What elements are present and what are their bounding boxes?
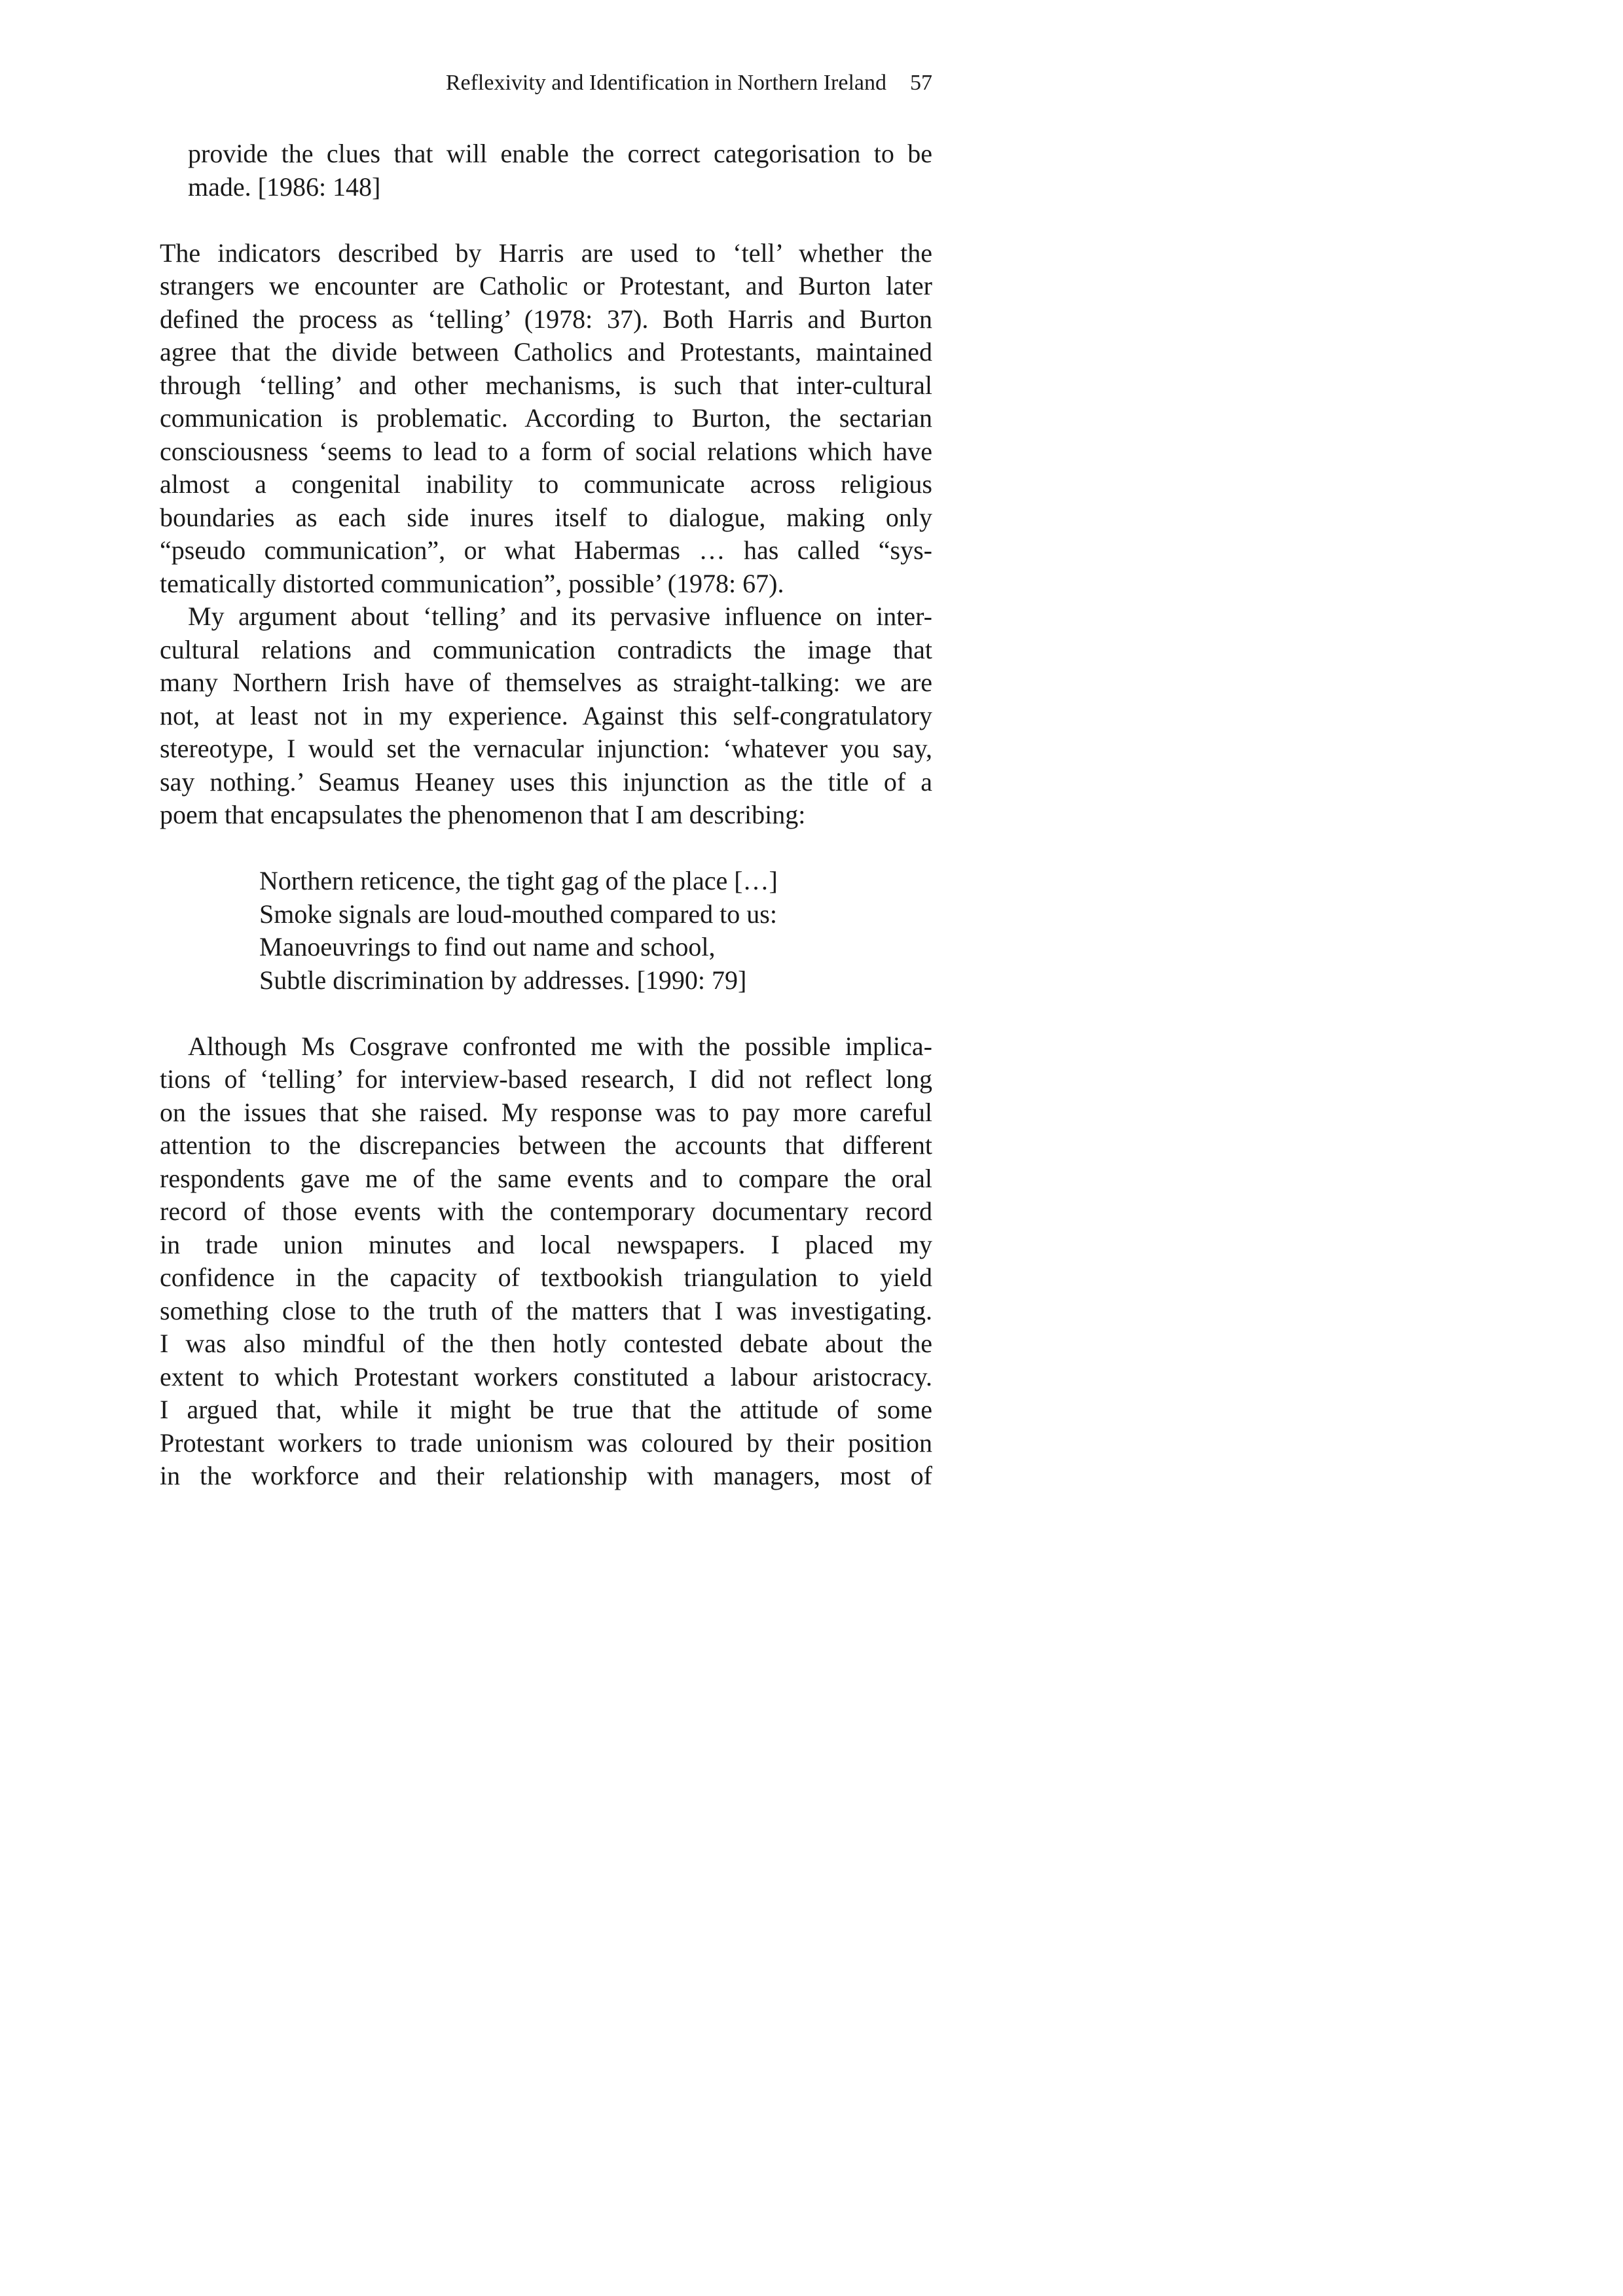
spacer (160, 997, 932, 1030)
text-line: boundaries as each side inures itself to dialogue, making only (160, 502, 932, 532)
text-line: The indicators described by Harris are used to ‘tell’ whether the (160, 238, 932, 268)
spacer (160, 832, 932, 865)
verse-line: Northern reticence, the tight gag of the place […] (259, 866, 778, 895)
text-line: something close to the truth of the matters that I was investigating. (160, 1295, 932, 1325)
text-line: on the issues that she raised. My response was to pay more careful (160, 1097, 932, 1127)
text-line: stereotype, I would set the vernacular injunction: ‘whatever you say, (160, 734, 932, 763)
text-line: Protestant workers to trade unionism was coloured by their position (160, 1427, 932, 1458)
text-line: say nothing.’ Seamus Heaney uses this injunction as the title of a (160, 766, 932, 797)
running-title: Reflexivity and Identification in Northern Ireland (445, 71, 886, 95)
paragraph-1 (160, 237, 932, 601)
text-line: confidence in the capacity of textbookish triangulation to yield (160, 1263, 932, 1292)
verse-line: Smoke signals are loud-mouthed compared to us: (259, 899, 777, 929)
text-line: My argument about ‘telling’ and its pervasive influence on inter- (188, 601, 932, 631)
text-line: strangers we encounter are Catholic or Protestant, and Burton later (160, 271, 932, 300)
text-line: respondents gave me of the same events and to compare the oral (160, 1163, 932, 1193)
text-line: in trade union minutes and local newspapers. I placed my (160, 1229, 932, 1259)
text-line: I was also mindful of the then hotly contested debate about the (160, 1329, 932, 1358)
text-line: tions of ‘telling’ for interview-based research, I did not reflect long (160, 1064, 932, 1094)
page-number: 57 (910, 71, 932, 95)
text-line: not, at least not in my experience. Against this self-congratulatory (160, 700, 932, 730)
verse-line: Manoeuvrings to find out name and school, (259, 932, 716, 961)
text-line: almost a congenital inability to communicate across religious (160, 469, 932, 499)
text-line: cultural relations and communication contradicts the image that (160, 634, 932, 664)
text-line: through ‘telling’ and other mechanisms, is such that inter-cultural (160, 370, 932, 400)
text-line: in the workforce and their relationship with managers, most of (160, 1461, 932, 1490)
text-line: record of those events with the contemporary documentary record (160, 1196, 932, 1226)
paragraph-3 (160, 1030, 932, 1493)
running-header (367, 68, 932, 98)
text-line: made. [1986: 148] (188, 171, 381, 202)
text-line: Although Ms Cosgrave confronted me with the possible implica- (188, 1031, 932, 1061)
verse-line: Subtle discrimination by addresses. [1990: 79] (259, 965, 747, 995)
text-line: tematically distorted communication”, possible’ (1978: 67). (160, 568, 784, 598)
text-line: agree that the divide between Catholics and Protestants, maintained (160, 337, 932, 367)
text-line: “pseudo communication”, or what Habermas … has called “sys- (160, 535, 932, 565)
paragraph-2 (160, 600, 932, 832)
text-line: poem that encapsulates the phenomenon that I am describing: (160, 800, 806, 829)
text-line: many Northern Irish have of themselves as straight-talking: we are (160, 668, 932, 697)
text-line: extent to which Protestant workers constituted a labour aristocracy. (160, 1361, 932, 1391)
text-line: communication is problematic. According to Burton, the sectarian (160, 403, 932, 433)
text-line: attention to the discrepancies between the accounts that different (160, 1130, 932, 1160)
text-line: I argued that, while it might be true that the attitude of some (160, 1395, 932, 1424)
body-text (160, 137, 932, 1493)
verse-quote (160, 865, 932, 997)
spacer (160, 204, 932, 237)
text-line: consciousness ‘seems to lead to a form of social relations which have (160, 436, 932, 466)
text-line: defined the process as ‘telling’ (1978: 37). Both Harris and Burton (160, 304, 932, 334)
block-quote-continuation (160, 137, 932, 204)
text-line: provide the clues that will enable the correct categorisation to be (188, 139, 932, 168)
